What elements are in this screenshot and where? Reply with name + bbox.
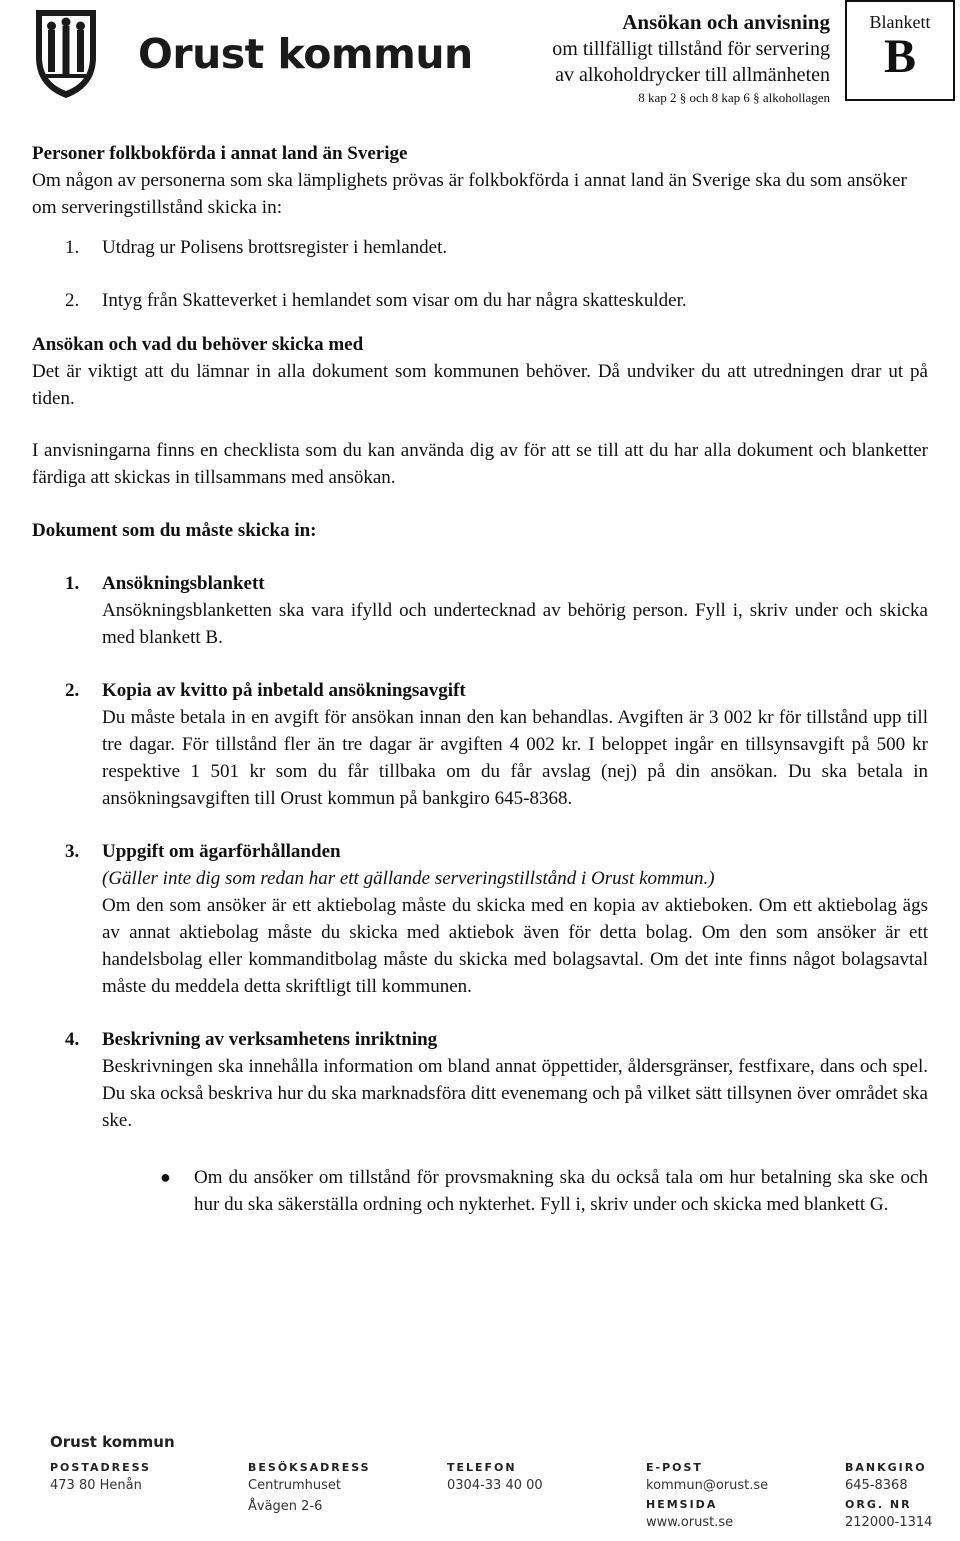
document-item-body: Om den som ansöker är ett aktiebolag måste du skicka med en kopia av aktieboken. Om ett aktiebolag ägs av annat aktiebolag måste du skicka med aktiebok även för detta bolag. Om den som ansöker är ett handelsbolag eller kommanditbolag måste du skicka med bolagsavtal. Om det inte finns något bolagsavtal måste du meddela detta skriftligt till kommunen. — [102, 895, 928, 997]
document-item-4 — [32, 1026, 928, 1134]
logo-wordmark: Orust kommun — [138, 30, 473, 78]
list-item — [32, 234, 928, 261]
document-item-note: (Gäller inte dig som redan har ett gällande serveringstillstånd i Orust kommun.) — [102, 868, 715, 889]
document-item-title-row — [32, 1026, 928, 1053]
footer-postadress — [50, 1461, 230, 1496]
document-title-block — [450, 8, 830, 108]
footer-label: POSTADRESS — [50, 1461, 151, 1474]
footer-value: 212000-1314 — [845, 1515, 933, 1530]
law-reference: 8 kap 2 § och 8 kap 6 § alkohollagen — [638, 90, 830, 105]
document-item-number: 2. — [65, 680, 80, 701]
application-text: Det är viktigt att du lämnar in alla dokument som kommunen behöver. Då undviker du att utredningen drar ut på tiden. — [32, 361, 928, 409]
footer-value: 645-8368 — [845, 1478, 908, 1493]
document-item-title: Ansökningsblankett — [102, 573, 265, 594]
document-item-3 — [32, 838, 928, 1000]
document-item-number: 3. — [65, 841, 80, 862]
document-item-title-row — [32, 838, 928, 865]
bullet-dot-icon: ● — [160, 1167, 171, 1187]
document-subtitle-1: om tillfälligt tillstånd för servering — [552, 38, 830, 60]
footer-label: BANKGIRO — [845, 1461, 927, 1474]
footer-organization: Orust kommun — [50, 1433, 175, 1451]
document-title: Ansökan och anvisning — [622, 10, 830, 34]
municipal-crest-icon — [16, 2, 116, 102]
footer-value: 0304-33 40 00 — [447, 1478, 543, 1493]
main-content — [32, 140, 928, 1218]
orust-logo — [16, 2, 473, 102]
blankett-letter: B — [883, 30, 916, 83]
footer-label: HEMSIDA — [646, 1498, 718, 1511]
footer-value: 473 80 Henån — [50, 1478, 142, 1493]
document-item-body: Ansökningsblanketten ska vara ifylld och undertecknad av behörig person. Fyll i, skriv under och skicka med blankett B. — [102, 600, 928, 648]
footer-label: BESÖKSADRESS — [248, 1461, 371, 1474]
footer-label: TELEFON — [447, 1461, 517, 1474]
bullet-text: Om du ansöker om tillstånd för provsmakning ska du också tala om hur betalning ska ske och hur du ska säkerställa ordning och nykterhet. Fyll i, skriv under och skicka med blankett G. — [194, 1167, 928, 1215]
footer-telefon — [447, 1461, 627, 1496]
footer-value: Centrumhuset — [248, 1478, 342, 1493]
document-item-2 — [32, 677, 928, 812]
document-item-title: Beskrivning av verksamhetens inriktning — [102, 1029, 438, 1050]
foreign-list — [32, 234, 928, 314]
document-item-title: Uppgift om ägarförhållanden — [102, 841, 341, 862]
list-item-number: 2. — [65, 290, 80, 311]
footer-label: E-POST — [646, 1461, 703, 1474]
page-footer — [50, 1433, 933, 1530]
footer-besoksadress — [248, 1461, 428, 1517]
documents-heading: Dokument som du måste skicka in: — [32, 520, 317, 541]
application-heading: Ansökan och vad du behöver skicka med — [32, 334, 364, 355]
application-text-2: I anvisningarna finns en checklista som du kan använda dig av för att se till att du har alla dokument och blanketter färdiga att skickas in tillsammans med ansökan. — [32, 440, 928, 488]
page-header — [0, 0, 960, 110]
document-item-title: Kopia av kvitto på inbetald ansökningsavgift — [102, 680, 466, 701]
list-item — [32, 287, 928, 314]
document-item-title-row — [32, 677, 928, 704]
document-item-body: Du måste betala in en avgift för ansökan innan den kan behandlas. Avgiften är 3 002 kr för tillstånd upp till tre dagar. För tillstånd fler än tre dagar är avgiften 4 002 kr. I beloppet ingår en tillsynsavgift på 500 kr respektive 1 501 kr som du får tillbaka om du får avslag (nej) på din ansökan. Du ska betala in ansökningsavgiften till Orust kommun på bankgiro 645-8368. — [102, 707, 928, 809]
footer-bankgiro — [845, 1461, 960, 1533]
bullet-item — [160, 1164, 928, 1218]
blankett-label: Blankett — [869, 12, 931, 32]
foreign-text: Om någon av personerna som ska lämplighets prövas är folkbokförda i annat land än Sverige ska du som ansöker om serveringstillstånd skicka in: — [32, 170, 907, 218]
footer-value: Åvägen 2-6 — [248, 1499, 323, 1514]
document-item-number: 4. — [65, 1029, 80, 1050]
document-item-number: 1. — [65, 573, 80, 594]
footer-value: www.orust.se — [646, 1515, 734, 1530]
list-item-number: 1. — [65, 237, 80, 258]
list-item-text: Intyg från Skatteverket i hemlandet som visar om du har några skatteskulder. — [102, 290, 687, 311]
document-subtitle-2: av alkoholdrycker till allmänheten — [555, 64, 830, 86]
list-item-text: Utdrag ur Polisens brottsregister i hemlandet. — [102, 237, 448, 258]
blankett-box — [845, 0, 955, 101]
foreign-heading: Personer folkbokförda i annat land än Sverige — [32, 143, 408, 164]
footer-label: ORG. NR — [845, 1498, 912, 1511]
footer-epost — [646, 1461, 826, 1533]
document-item-title-row — [32, 570, 928, 597]
document-item-1 — [32, 570, 928, 651]
document-item-body: Beskrivningen ska innehålla information om bland annat öppettider, åldersgränser, festfixare, dans och spel. Du ska också beskriva hur du ska marknadsföra ditt evenemang och på vilket sätt tillsynen över området ska ske. — [102, 1056, 928, 1131]
footer-value: kommun@orust.se — [646, 1478, 769, 1493]
